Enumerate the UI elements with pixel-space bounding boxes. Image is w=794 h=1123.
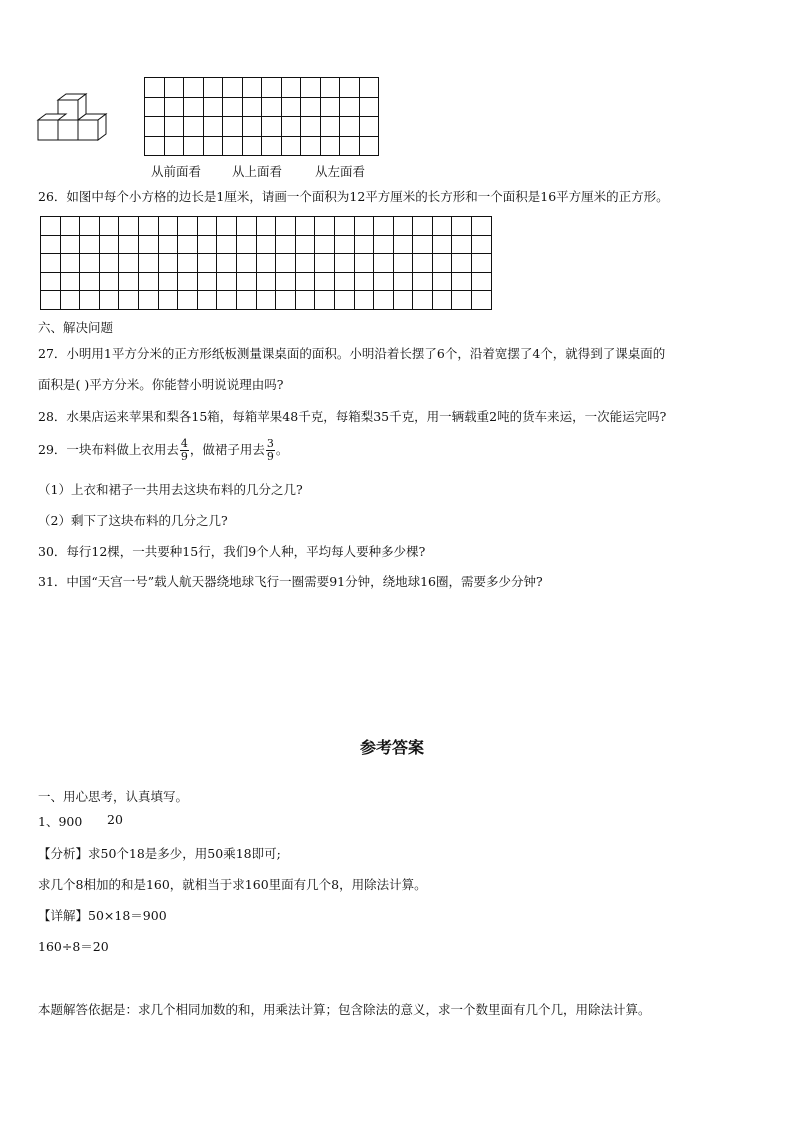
grid-cell [243,78,263,98]
grid-cell [237,254,257,273]
grid-cell [360,78,380,98]
grid-cell [184,117,204,137]
question-29: 29．一块布料做上衣用去 $\frac{4}{9}$ ，做裙子用去 $\frac{3}{9}$ 。 [38,437,289,463]
view-label-left: 从左面看 [315,164,366,179]
grid-cell [237,291,257,310]
grid-cell [335,254,355,273]
grid-cell [217,254,237,273]
grid-cell [217,236,237,255]
grid-cell [204,98,224,118]
grid-cell [139,236,159,255]
grid-cell [452,236,472,255]
grid-cell [217,273,237,292]
grid-cell [262,78,282,98]
grid-cell [296,217,316,236]
grid-cell [374,273,394,292]
grid-cell [335,217,355,236]
grid-cell [204,117,224,137]
grid-cell [139,273,159,292]
grid-cell [139,291,159,310]
grid-cell [198,236,218,255]
grid-cell [100,236,120,255]
grid-cell [159,273,179,292]
grid-cell [282,137,302,157]
grid-cell [80,254,100,273]
question-29-part1: （1）上衣和裙子一共用去这块布料的几分之几? [38,482,303,497]
grid-cell [282,78,302,98]
grid-cell [452,254,472,273]
grid-cell [296,273,316,292]
grid-cell [374,236,394,255]
grid-cell [321,137,341,157]
drawing-grid [40,216,492,310]
grid-cell [257,291,277,310]
view-label-front: 从前面看 [151,164,202,179]
grid-cell [243,137,263,157]
grid-cell [276,236,296,255]
grid-cell [276,217,296,236]
answer-1-value2: 20 [107,812,123,827]
detail-line2: 160÷8＝20 [38,939,109,954]
grid-cell [355,291,375,310]
grid-cell [159,236,179,255]
grid-cell [340,98,360,118]
grid-cell [394,291,414,310]
grid-cell [237,273,257,292]
grid-cell [433,236,453,255]
detail-line1: 【详解】50×18＝900 [38,908,167,923]
grid-cell [178,217,198,236]
grid-cell [472,291,492,310]
grid-cell [41,273,61,292]
grid-cell [413,236,433,255]
section-6-heading: 六、解决问题 [38,320,114,335]
grid-cell [433,217,453,236]
grid-cell [321,117,341,137]
grid-cell [178,236,198,255]
grid-cell [355,236,375,255]
question-29-part2: （2）剩下了这块布料的几分之几? [38,513,228,528]
analysis-line1: 【分析】求50个18是多少，用50乘18即可; [38,846,281,861]
grid-cell [243,117,263,137]
grid-cell [360,98,380,118]
grid-cell [413,254,433,273]
grid-cell [257,254,277,273]
grid-cell [315,291,335,310]
grid-cell [159,217,179,236]
grid-cell [433,254,453,273]
grid-cell [394,254,414,273]
grid-cell [355,217,375,236]
grid-cell [61,236,81,255]
grid-cell [165,78,185,98]
analysis-line2: 求几个8相加的和是160，就相当于求160里面有几个8，用除法计算。 [38,877,427,892]
grid-cell [433,291,453,310]
grid-cell [100,273,120,292]
grid-cell [360,137,380,157]
grid-cell [198,291,218,310]
grid-cell [119,291,139,310]
grid-cell [223,117,243,137]
grid-cell [335,273,355,292]
answer-title: 参考答案 [360,738,425,757]
grid-cell [243,98,263,118]
grid-cell [472,254,492,273]
grid-cell [315,217,335,236]
grid-cell [237,217,257,236]
grid-cell [472,273,492,292]
grid-cell [61,254,81,273]
grid-cell [159,254,179,273]
grid-cell [452,291,472,310]
grid-cell [355,273,375,292]
fraction-4-9: $\frac{4}{9}$ [180,437,188,463]
grid-cell [296,291,316,310]
grid-cell [257,217,277,236]
grid-cell [452,217,472,236]
question-30: 30．每行12棵，一共要种15行，我们9个人种，平均每人要种多少棵? [38,544,426,559]
grid-cell [165,98,185,118]
grid-cell [360,117,380,137]
grid-cell [237,236,257,255]
grid-cell [257,236,277,255]
grid-cell [80,291,100,310]
grid-cell [41,217,61,236]
grid-cell [257,273,277,292]
grid-cell [315,273,335,292]
view-label-top: 从上面看 [232,164,283,179]
grid-cell [374,254,394,273]
grid-cell [80,217,100,236]
grid-cell [315,236,335,255]
grid-cell [296,254,316,273]
grid-cell [223,78,243,98]
grid-cell [119,254,139,273]
grid-cell [41,236,61,255]
grid-cell [394,217,414,236]
grid-cell [61,217,81,236]
grid-cell [394,273,414,292]
grid-cell [145,117,165,137]
grid-cell [61,291,81,310]
grid-cell [80,236,100,255]
grid-cell [472,236,492,255]
grid-cell [262,98,282,118]
grid-cell [217,217,237,236]
grid-cell [145,137,165,157]
grid-cell [100,217,120,236]
grid-cell [394,236,414,255]
grid-cell [100,291,120,310]
grid-cell [276,291,296,310]
fraction-3-9: $\frac{3}{9}$ [266,437,274,463]
grid-cell [119,273,139,292]
grid-cell [119,217,139,236]
grid-cell [335,291,355,310]
grid-cell [145,98,165,118]
grid-cell [165,117,185,137]
grid-cell [472,217,492,236]
question-27-line2: 面积是( )平方分米。你能替小明说说理由吗? [38,377,284,392]
grid-cell [198,254,218,273]
grid-cell [139,254,159,273]
grid-cell [301,137,321,157]
grid-cell [178,254,198,273]
grid-cell [413,291,433,310]
grid-cell [100,254,120,273]
answer-1-label: 1、900 [38,814,83,829]
grid-cell [301,98,321,118]
grid-cell [204,78,224,98]
grid-cell [413,273,433,292]
grid-cell [452,273,472,292]
summary: 本题解答依据是：求几个相同加数的和，用乘法计算；包含除法的意义，求一个数里面有几个几，用除法计算。 [38,1002,651,1017]
grid-cell [184,137,204,157]
grid-cell [198,217,218,236]
grid-cell [159,291,179,310]
grid-cell [282,117,302,137]
grid-cell [282,98,302,118]
question-26: 26．如图中每个小方格的边长是1厘米，请画一个面积为12平方厘米的长方形和一个面积是16平方厘米的正方形。 [38,189,669,204]
grid-cell [145,78,165,98]
grid-cell [61,273,81,292]
grid-cell [433,273,453,292]
grid-cell [41,254,61,273]
grid-cell [184,78,204,98]
grid-cell [80,273,100,292]
answer-section-1: 一、用心思考，认真填写。 [38,789,189,804]
grid-cell [301,117,321,137]
question-27-line1: 27．小明用1平方分米的正方形纸板测量课桌面的面积。小明沿着长摆了6个，沿着宽摆了4个，就得到了课桌面的 [38,346,666,361]
grid-cell [340,137,360,157]
grid-cell [178,291,198,310]
grid-cell [262,117,282,137]
grid-cell [184,98,204,118]
grid-cell [119,236,139,255]
question-28: 28．水果店运来苹果和梨各15箱，每箱苹果48千克，每箱梨35千克，用一辆载重2吨的货车来运，一次能运完吗? [38,409,667,424]
grid-cell [262,137,282,157]
grid-cell [165,137,185,157]
grid-cell [413,217,433,236]
cube-figure [34,92,110,148]
grid-cell [178,273,198,292]
grid-cell [321,78,341,98]
grid-cell [374,291,394,310]
grid-cell [276,254,296,273]
grid-cell [223,137,243,157]
grid-cell [139,217,159,236]
grid-cell [204,137,224,157]
grid-cell [276,273,296,292]
grid-cell [355,254,375,273]
grid-cell [321,98,341,118]
grid-cell [315,254,335,273]
grid-cell [296,236,316,255]
grid-cell [340,78,360,98]
grid-cell [374,217,394,236]
grid-cell [198,273,218,292]
grid-cell [223,98,243,118]
grid-cell [41,291,61,310]
grid-cell [340,117,360,137]
grid-cell [335,236,355,255]
view-grid [144,77,379,156]
question-31: 31．中国“天宫一号”载人航天器绕地球飞行一圈需要91分钟，绕地球16圈，需要多少分钟? [38,574,543,589]
grid-cell [301,78,321,98]
grid-cell [217,291,237,310]
